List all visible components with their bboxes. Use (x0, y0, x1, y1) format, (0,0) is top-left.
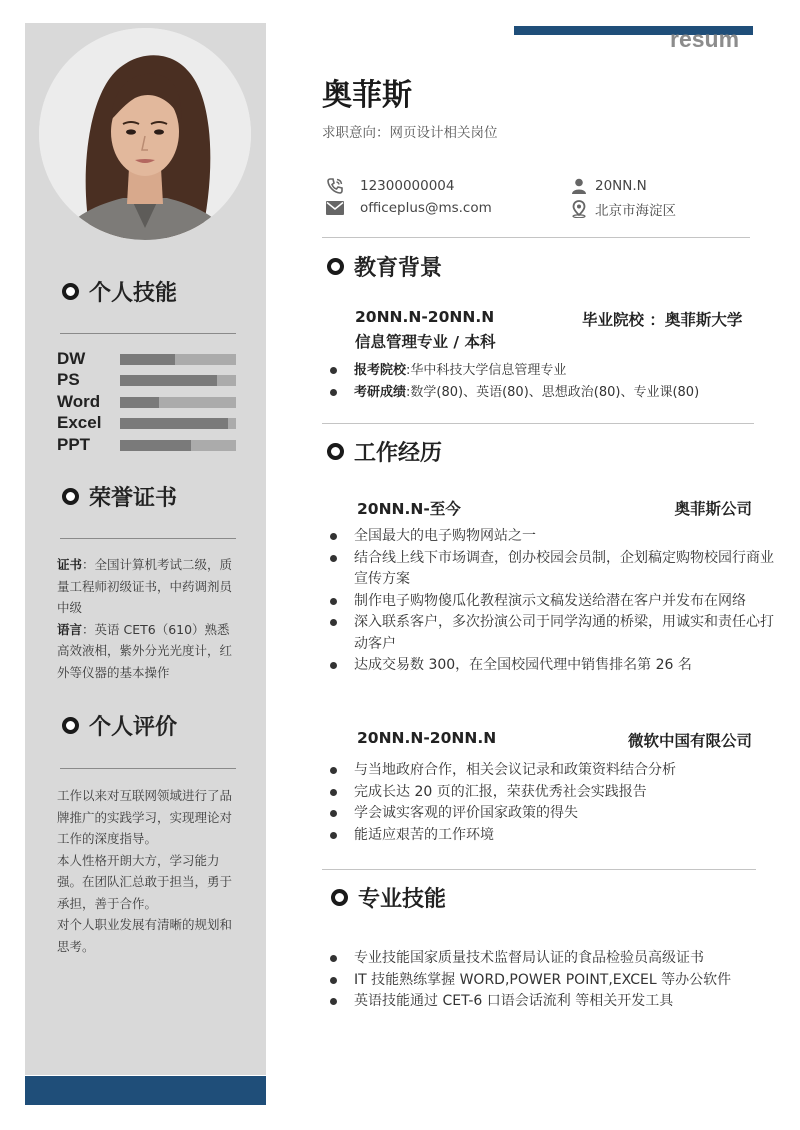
education-heading (327, 249, 442, 283)
evaluation-paragraph: 对个人职业发展有清晰的规划和思考。 (57, 917, 233, 954)
avatar (39, 28, 251, 240)
mail-icon (324, 199, 346, 217)
list-item: 完成长达 20 页的汇报，荣获优秀社会实践报告 (330, 782, 774, 804)
divider (60, 333, 236, 334)
skill-bar-fill (120, 397, 159, 408)
language-label: 语言 (57, 621, 83, 637)
work-heading (327, 434, 442, 468)
list-item: IT 技能熟练掌握 WORD,POWER POINT,EXCEL 等办公软件 (330, 970, 774, 992)
education-details (330, 360, 774, 403)
skill-row (57, 370, 239, 390)
language-text: ：英语 CET6（610）熟悉高效液相，紫外分光光度计，红外等仪器的基本操作 (57, 621, 233, 680)
evaluation-heading (62, 709, 177, 741)
list-item: 学会诚实客观的评价国家政策的得失 (330, 803, 774, 825)
list-item: 专业技能国家质量技术监督局认证的食品检验员高级证书 (330, 948, 774, 970)
list-item: 深入联系客户，多次扮演公司于同学沟通的桥梁，用诚实和责任心打动客户 (330, 612, 774, 655)
skill-bar (120, 354, 236, 365)
divider (60, 768, 236, 769)
list-item: 制作电子购物傻瓜化教程演示文稿发送给潜在客户并发布在网络 (330, 591, 774, 613)
divider (322, 237, 750, 238)
skills-heading (62, 275, 177, 307)
education-title: 教育背景 (354, 255, 443, 281)
resume-watermark: resum (670, 26, 740, 52)
skill-bar (120, 418, 236, 429)
divider (322, 423, 754, 424)
email-text: officeplus@ms.com (360, 200, 492, 216)
item-text: :数学(80)、英语(80)、思想政治(80)、专业课(80) (406, 384, 700, 400)
education-period: 20NN.N-20NN.N (355, 308, 495, 326)
education-major: 信息管理专业 / 本科 (355, 333, 496, 351)
contact-phone (324, 177, 454, 195)
job-intent: 求职意向：网页设计相关岗位 (322, 125, 498, 141)
skill-name: DW (57, 349, 86, 368)
honors-heading (62, 480, 177, 512)
honors-title: 荣誉证书 (89, 485, 178, 511)
list-item: 结合线上线下市场调查，创办校园会员制，企划稿定购物校园行商业宣传方案 (330, 548, 774, 591)
ring-bullet-icon (62, 488, 79, 505)
skills-title: 个人技能 (89, 280, 178, 306)
honors-text (57, 554, 241, 683)
list-item: 与当地政府合作，相关会议记录和政策资料结合分析 (330, 760, 774, 782)
list-item: 英语技能通过 CET-6 口语会话流利 等相关开发工具 (330, 991, 774, 1013)
list-item: 全国最大的电子购物网站之一 (330, 526, 774, 548)
item-label: 考研成绩 (354, 384, 407, 400)
job-company: 奥菲斯公司 (674, 500, 752, 518)
list-item: 能适应艰苦的工作环境 (330, 825, 774, 847)
pro-skills-list (330, 948, 774, 1013)
skill-row (57, 435, 239, 455)
birth-text: 20NN.N (595, 178, 647, 194)
job-company: 微软中国有限公司 (627, 732, 752, 750)
ring-bullet-icon (327, 258, 344, 275)
job-period: 20NN.N-至今 (357, 500, 461, 518)
skill-bar-fill (120, 440, 191, 451)
skill-bar (120, 375, 236, 386)
skill-row (57, 349, 239, 369)
sidebar-bottom-bar (25, 1076, 266, 1105)
item-label: 报考院校 (354, 363, 407, 378)
ring-bullet-icon (327, 443, 344, 460)
item-text: :华中科技大学信息管理专业 (406, 363, 567, 378)
pro-skills-heading (331, 880, 446, 914)
evaluation-paragraph: 工作以来对互联网领域进行了品牌推广的实践学习，实现理论对工作的深度指导。 (57, 788, 233, 846)
skill-bar (120, 440, 236, 451)
education-school: 毕业院校 ：奥菲斯大学 (582, 311, 743, 329)
phone-text: 12300000004 (360, 178, 455, 194)
skill-bar-fill (120, 375, 217, 386)
skill-name: PS (57, 370, 80, 389)
skill-name: Word (57, 392, 101, 411)
cert-label: 证书 (57, 557, 83, 572)
work-title: 工作经历 (354, 440, 443, 466)
list-item (330, 382, 774, 404)
ring-bullet-icon (62, 717, 79, 734)
contact-location (568, 199, 676, 219)
job-duties (330, 760, 774, 846)
evaluation-paragraph: 本人性格开朗大方，学习能力强。在团队汇总敢于担当，勇于承担，善于合作。 (57, 852, 233, 911)
evaluation-title: 个人评价 (89, 714, 178, 740)
list-item: 达成交易数 300，在全国校园代理中销售排名第 26 名 (330, 655, 774, 677)
skill-bar-fill (120, 354, 175, 365)
skill-row (57, 392, 239, 412)
location-text: 北京市海淀区 (595, 203, 676, 219)
contact-birth (568, 177, 647, 195)
candidate-name: 奥菲斯 (322, 78, 412, 113)
divider (322, 869, 756, 870)
pro-skills-title: 专业技能 (358, 886, 447, 912)
skill-row (57, 413, 239, 433)
evaluation-text (57, 785, 241, 957)
skill-bar-fill (120, 418, 228, 429)
job-period: 20NN.N-20NN.N (357, 729, 497, 747)
skill-bar (120, 397, 236, 408)
skill-name: PPT (57, 435, 91, 454)
location-pin-icon (568, 200, 590, 218)
job-duties (330, 526, 774, 677)
cert-text: ：全国计算机考试二级，质量工程师初级证书，中药调剂员中级 (57, 557, 233, 615)
person-icon (568, 177, 590, 195)
ring-bullet-icon (331, 889, 348, 906)
phone-icon (324, 177, 346, 195)
list-item (330, 360, 774, 382)
skill-name: Excel (57, 413, 102, 432)
divider (60, 538, 236, 539)
ring-bullet-icon (62, 283, 79, 300)
contact-email (324, 199, 492, 217)
